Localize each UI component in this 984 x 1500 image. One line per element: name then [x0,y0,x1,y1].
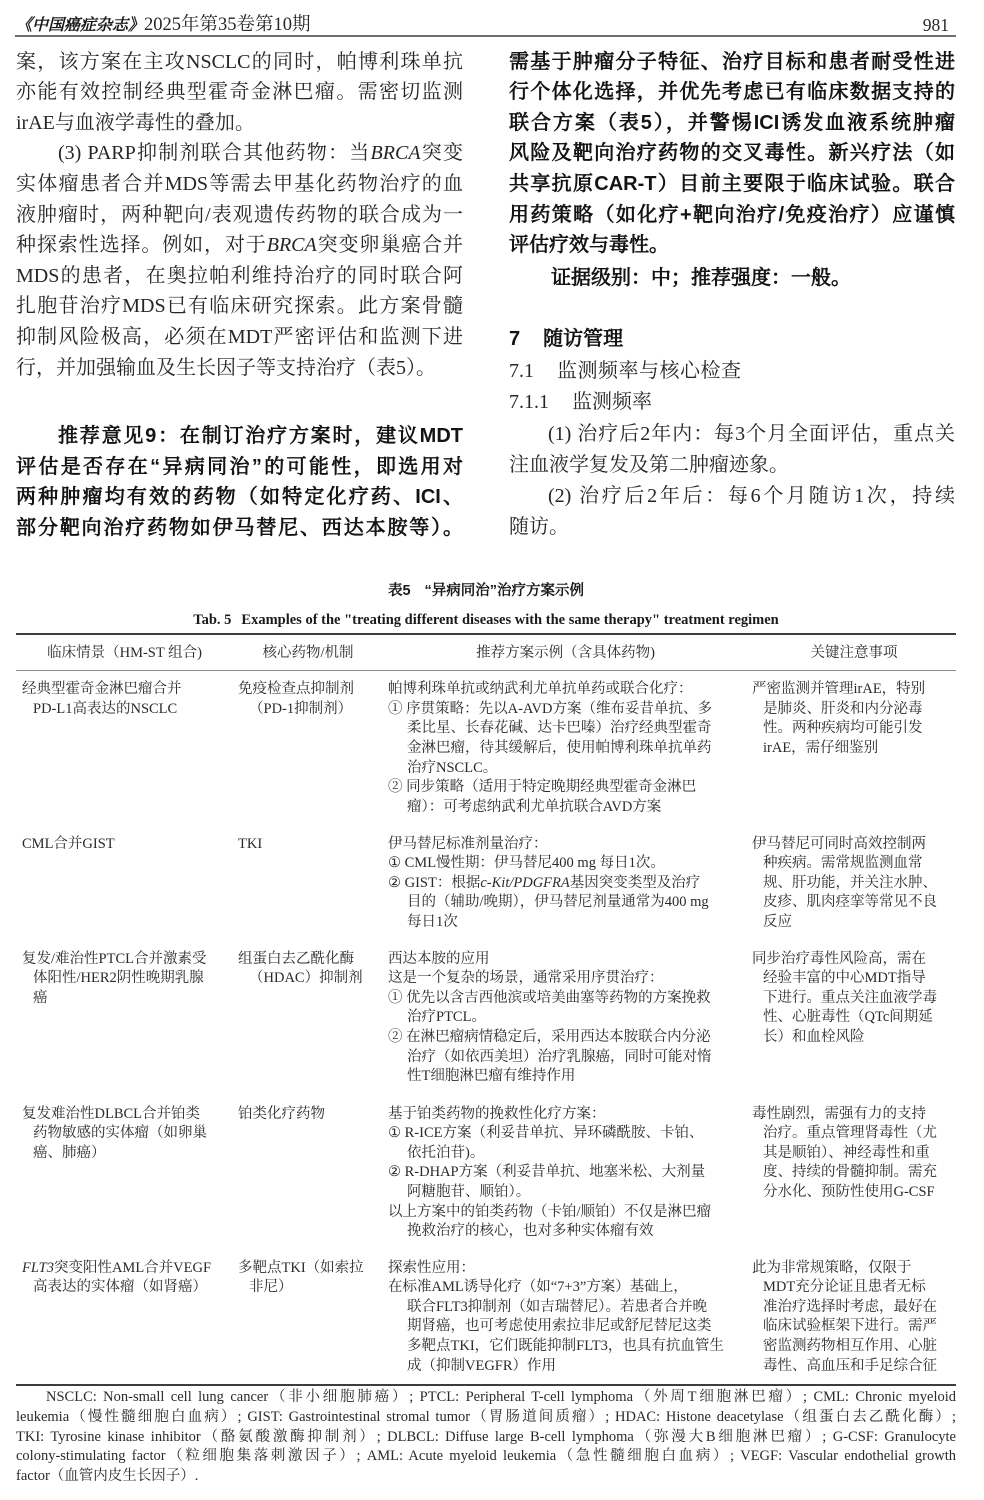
cell-line: （HDAC）抑制剂 [249,970,363,987]
cell-line: 毒性剧烈，需强有力的支持 [752,1105,926,1122]
cell-notes [752,835,937,933]
text-line: 需基于肿瘤分子特征、治疗目标和患者耐受性进 [509,50,955,73]
cell-core-drug [238,680,354,719]
cell-line: 治疗（如依西美坦）治疗乳腺癌，同时可能对惰 [407,1048,712,1065]
cell-line: 分水化、预防性使用G-CSF [763,1184,935,1201]
cell-line: 经典型霍奇金淋巴瘤合并 [22,681,182,698]
cell-line: 毒性、高血压和手足综合征 [763,1357,937,1374]
text-line: 抑制风险极高，必须在MDT严密评估和监测下进 [16,326,463,349]
cell-line: 复发/难治性PTCL合并激素受 [22,950,207,967]
follow-up-item-1 [509,419,955,480]
text-line: (1) 治疗后2年内：每3个月全面评估，重点关 [548,423,955,446]
table-top-rule [16,633,956,635]
table-title: Examples of the "treating different diseases with the same therapy" treatment regimen [241,612,779,628]
cell-regimen [388,1105,711,1242]
text-line: 两种肿瘤均有效的药物（如特定化疗药、ICI、 [16,486,463,509]
text-segment: 突变卵巢癌合并 [316,234,463,257]
section-heading-7-1 [509,356,955,387]
text-line: 随访。 [509,516,569,538]
cell-line: 多靶点TKI（如索拉 [238,1259,364,1276]
cell-line: 多靶点TKI，它们既能抑制FLT3，也具有抗血管生 [407,1338,724,1355]
cell-line: 柔比星、长春花碱、达卡巴嗪）治疗经典型霍奇 [407,720,712,737]
cell-line: 治疗PTCL。 [407,1009,486,1026]
text-line: 行，并加强输血及生长因子等支持治疗（表5）。 [16,356,436,379]
page-number: 981 [922,15,949,35]
text-line: 行个体化选择，并优先考虑已有临床数据支持的 [509,81,955,104]
table-caption-cn [16,581,956,601]
cell-line: ① 序贯策略：先以A-AVD方案（维布妥昔单抗、多 [388,700,712,717]
cell-line: 度、持续的骨髓抑制。需充 [763,1164,937,1181]
follow-up-item-2 [509,481,955,542]
footnote-line: TKI: Tyrosine kinase inhibitor（酪氨酸激酶抑制剂）; DLBCL: Diffuse large B-cell lymphoma（弥漫大B细胞淋巴瘤）; G-CSF: Granulocyte [16,1428,956,1445]
section-title: 监测频率与核心检查 [557,360,742,383]
text-line: 案，该方案在主攻NSCLC的同时，帕博利珠单抗 [16,50,463,73]
cell-line: TKI [238,835,263,852]
cell-line: 反应 [763,914,792,931]
cell-line: 阿糖胞苷、顺铂）。 [407,1184,531,1201]
text-line: 评估疗效与毒性。 [509,234,669,257]
cell-line: 癌、肺癌） [33,1144,106,1161]
section-heading-7-1-1 [509,387,955,418]
section-number: 7.1.1 [509,390,549,413]
section-number: 7.1 [509,360,534,383]
text-line: 推荐意见9：在制订治疗方案时，建议MDT [58,425,463,448]
header-rule [15,35,956,37]
text-line: 联合方案（表5），并警惕ICI诱发血液系统肿瘤 [509,111,955,134]
cell-line: 其是顺铂）、神经毒性和重 [763,1144,930,1161]
cell-notes [752,950,937,1048]
text-line: 评估是否存在“异病同治”的可能性，即选用对 [16,455,463,478]
cell-line: 临床试验框架下进行。需严 [763,1318,937,1335]
cell-regimen [388,835,709,933]
cell-line: 经验丰富的中心MDT指导 [763,970,926,987]
running-head [16,13,956,37]
cell-line: 长）和血栓风险 [763,1029,865,1046]
cell-line: MDT充分论证且患者无标 [763,1279,926,1296]
gene-name: BRCA [370,142,421,165]
table-label: Tab. 5 [193,612,232,628]
cell-line: 每日1次 [407,914,458,931]
cell-line: 期肾癌，也可考虑使用索拉非尼或舒尼替尼这类 [407,1318,712,1335]
cell-line: 准治疗选择时考虑，最好在 [763,1298,937,1315]
cell-line: 此为非常规策略，仅限于 [752,1259,912,1276]
cell-line: 严密监测并管理irAE，特别 [752,681,926,698]
section-heading-7 [509,324,955,355]
cell-scenario [22,680,182,719]
cell-line: 是肺炎、肝炎和内分泌毒 [763,700,923,717]
gene-name: BRCA [266,234,317,257]
issue-info: 2025年第35卷第10期 [144,15,311,35]
cell-regimen [388,680,712,817]
cell-line: 性T细胞淋巴瘤有维持作用 [407,1068,576,1085]
paragraph-nsclc-continuation [16,47,463,139]
gene-name: c-Kit/PDGFRA [480,874,570,891]
cell-line: 伊马替尼标准剂量治疗： [388,835,548,852]
cell-line: 挽救治疗的核心，也对多种实体瘤有效 [407,1223,654,1240]
cell-notes [752,1105,937,1203]
column-header-core-drug: 核心药物/机制 [262,645,354,661]
journal-name: 《中国癌症杂志》 [16,15,145,34]
cell-scenario [22,950,206,1009]
cell-line: ② R-DHAP方案（利妥昔单抗、地塞米松、大剂量 [388,1164,706,1181]
cell-line: 药物敏感的实体瘤（如卵巢 [33,1125,207,1142]
text-segment: 基因突变类型及治疗 [569,874,701,891]
cell-line: 种疾病。需常规监测血常 [763,855,923,872]
cell-line: 治疗NSCLC。 [407,759,498,776]
footnote-line: leukemia（慢性髓细胞白血病）; GIST: Gastrointestinal stromal tumor（胃肠道间质瘤）; HDAC: Histone deacetylase（组蛋白去乙酰化酶）; [16,1408,956,1425]
text-line: 实体瘤患者合并MDS等需去甲基化药物治疗的血 [16,173,463,196]
column-header-notes: 关键注意事项 [810,645,898,661]
cell-regimen [388,950,712,1087]
cell-line: 在标准AML诱导化疗（如“7+3”方案）基础上， [388,1279,688,1296]
cell-line: 瘤）：可考虑纳武利尤单抗联合AVD方案 [407,798,662,815]
cell-line [388,874,709,894]
cell-line: 这是一个复杂的场景，通常采用序贯治疗： [388,970,664,987]
cell-line: 目的（辅助/晚期），伊马替尼剂量通常为400 mg [407,894,709,911]
text-segment: 种探索性选择。例如，对于 [16,234,267,257]
text-line: 扎胞苷治疗MDS已有临床研究探索。此方案骨髓 [16,295,463,318]
text-line: irAE与血液学毒性的叠加。 [16,111,255,134]
cell-line: 组蛋白去乙酰化酶 [238,950,354,967]
cell-core-drug [238,1259,364,1298]
cell-scenario [22,1259,211,1298]
section-title: 随访管理 [543,328,624,351]
cell-line: irAE，需仔细鉴别 [763,739,879,756]
cell-line: 伊马替尼可同时高效控制两 [752,835,926,852]
text-segment: 突变阳性AML合并VEGF [53,1259,212,1276]
gene-name: FLT3 [22,1259,54,1276]
text-line: MDS的患者，在奥拉帕利维持治疗的同时联合阿 [16,264,463,287]
cell-line: 皮疹、肌肉痉挛等常见不良 [763,894,937,911]
cell-line: 成（抑制VEGFR）作用 [407,1357,557,1374]
text-line: (2) 治疗后2年后：每6个月随访1次，持续 [548,485,955,508]
left-column [16,47,463,544]
cell-line: ② 在淋巴瘤病情稳定后，采用西达本胺联合内分泌 [388,1029,711,1046]
text-line [16,138,463,169]
cell-scenario [22,835,115,855]
text-line: 注血液学复发及第二肿瘤迹象。 [509,453,789,476]
cell-regimen [388,1259,724,1377]
cell-line: 性、心脏毒性（QTc间期延 [763,1009,933,1026]
text-line: 风险及靶向治疗药物的交叉毒性。新兴疗法（如 [509,142,955,165]
table-header-rule [16,670,956,671]
cell-line: 癌 [33,989,48,1006]
recommendation-9-continued [509,47,955,261]
paragraph-parp-inhibitor [16,138,463,383]
cell-core-drug [238,1105,325,1125]
cell-line: 复发难治性DLBCL合并铂类 [22,1105,201,1122]
evidence-level: 证据级别：中；推荐强度：一般。 [551,266,851,289]
table-caption-en [16,610,956,630]
cell-line: ① CML慢性期：伊马替尼400 mg 每日1次。 [388,855,665,872]
cell-line: 探索性应用： [388,1259,475,1276]
text-line: 共享抗原CAR-T）目前主要限于临床试验。联合 [509,173,955,196]
column-header-scenario: 临床情景（HM-ST 组合) [47,645,202,661]
cell-line: 高表达的实体瘤（如肾癌） [33,1279,207,1296]
cell-scenario [22,1105,207,1164]
cell-line: 性。两种疾病均可能引发 [763,720,923,737]
cell-notes [752,1259,937,1377]
cell-line: 同步治疗毒性风险高，需在 [752,950,926,967]
text-line: 用药策略（如化疗+靶向治疗/免疫治疗）应谨慎 [509,203,955,226]
cell-line: 免疫检查点抑制剂 [238,681,354,698]
cell-line: PD-L1高表达的NSCLC [33,700,178,717]
cell-line: 依托泊苷)。 [407,1144,485,1161]
cell-line: ② 同步策略（适用于特定晚期经典型霍奇金淋巴 [388,779,697,796]
cell-line: 帕博利珠单抗或纳武利尤单抗单药或联合化疗： [388,681,693,698]
table-label: 表5 [387,583,411,599]
cell-line: （PD-1抑制剂） [249,700,353,717]
cell-line: 金淋巴瘤，待其缓解后，使用帕博利珠单抗单药 [407,739,712,756]
recommendation-9 [16,421,463,543]
cell-line [22,1259,211,1279]
cell-line: 西达本胺的应用 [388,950,490,967]
section-number: 7 [509,328,521,351]
table-title: “异病同治”治疗方案示例 [424,583,585,599]
cell-line: ① 优先以含吉西他滨或培美曲塞等药物的方案挽救 [388,989,711,1006]
footnote-line: colony-stimulating factor（粒细胞集落刺激因子）; AML: Acute myeloid leukemia（急性髓细胞白血病）; VEGF: Vascular endothelial growth [16,1448,956,1465]
footnote-line: factor（血管内皮生长因子）. [16,1468,199,1484]
cell-line: 基于铂类药物的挽救性化疗方案： [388,1105,606,1122]
cell-line: 铂类化疗药物 [238,1105,325,1122]
cell-line: 联合FLT3抑制剂（如吉瑞替尼）。若患者合并晚 [407,1298,707,1315]
cell-core-drug [238,950,363,989]
section-title: 监测频率 [572,390,652,413]
footnote-line: NSCLC: Non-small cell lung cancer（非小细胞肺癌）; PTCL: Peripheral T-cell lymphoma（外周T细胞淋巴瘤）; CML: Chronic myeloid [46,1389,956,1405]
text-segment: 突变 [420,142,463,165]
text-line: 部分靶向治疗药物如伊马替尼、西达本胺等）。 [16,517,463,539]
cell-line: 非尼） [249,1279,293,1296]
cell-line: 密监测药物相互作用、心脏 [763,1338,937,1355]
text-line [16,230,463,261]
cell-line: 以上方案中的铂类药物（卡铂/顺铂）不仅是淋巴瘤 [388,1203,712,1220]
cell-notes [752,680,925,758]
text-segment: ② GIST：根据 [388,874,481,891]
cell-line: 下进行。重点关注血液学毒 [763,989,937,1006]
right-column [509,47,955,543]
cell-line: CML合并GIST [22,835,115,852]
text-line: 液肿瘤时，两种靶向/表观遗传药物的联合成为一 [16,203,463,226]
table-bottom-rule [16,1384,956,1386]
table-footnote [16,1388,956,1487]
cell-line: 体阳性/HER2阴性晚期乳腺 [33,970,204,987]
cell-core-drug [238,835,262,855]
text-segment: (3) PARP抑制剂联合其他药物：当 [58,142,371,165]
cell-line: 规、肝功能，并关注水肿、 [763,874,937,891]
cell-line: ① R-ICE方案（利妥昔单抗、异环磷酰胺、卡铂、 [388,1125,704,1142]
text-line: 亦能有效控制经典型霍奇金淋巴瘤。需密切监测 [16,81,463,104]
cell-line: 治疗。重点管理肾毒性（尤 [763,1125,937,1142]
column-header-regimen: 推荐方案示例（含具体药物) [476,645,655,661]
